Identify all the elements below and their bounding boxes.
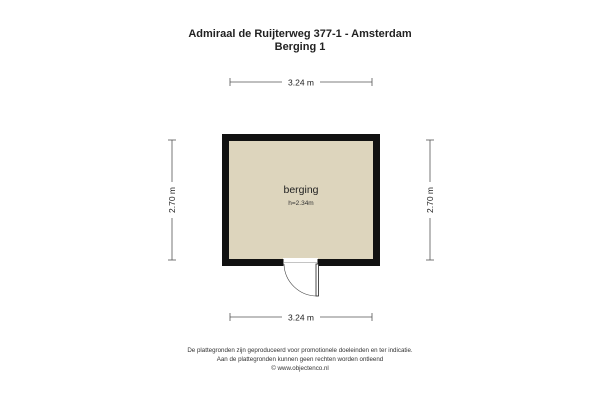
copyright-link: © www.objectenco.nl [271,365,329,372]
dimension-left-label: 2.70 m [167,187,177,213]
room-height: h=2.34m [288,200,314,207]
door-leaf [316,264,319,296]
dimension-bottom-label: 3.24 m [288,312,314,323]
disclaimer-line-1: De plattegronden zijn geproduceerd voor promotionele doeleinden en ter indicatie. [187,347,413,354]
door-swing-arc [284,264,317,296]
disclaimer-line-2: Aan de plattegronden kunnen geen rechten worden ontleend [216,356,384,363]
floor-title: Berging 1 [274,41,326,53]
address-title: Admiraal de Ruijterweg 377-1 - Amsterdam [188,28,412,40]
room-name: berging [283,184,319,196]
dimension-right-label: 2.70 m [425,187,435,213]
dimension-top-label: 3.24 m [288,77,314,88]
